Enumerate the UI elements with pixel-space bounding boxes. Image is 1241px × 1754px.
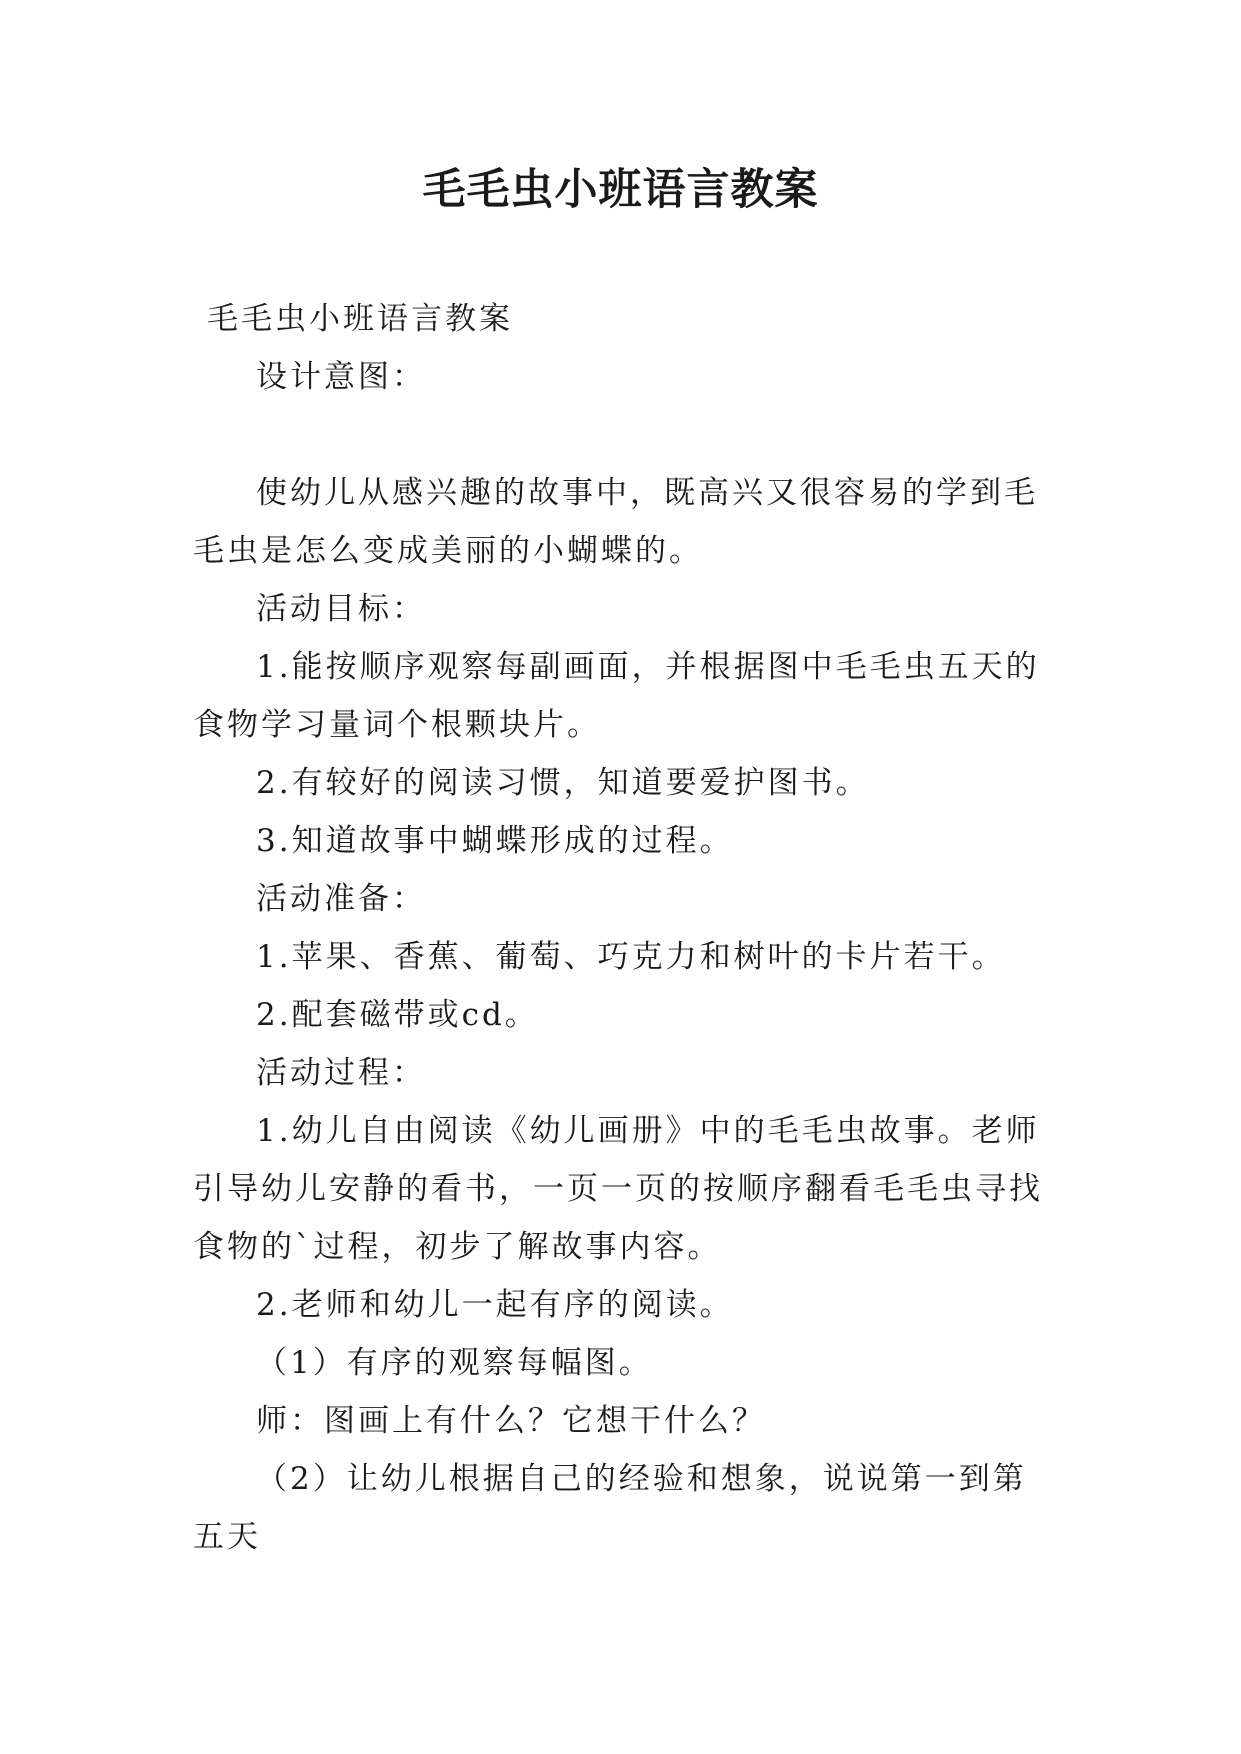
paragraph: 2.老师和幼儿一起有序的阅读。	[256, 1287, 734, 1323]
section-heading-preparation: 活动准备：	[256, 881, 426, 917]
section-heading-goals: 活动目标：	[256, 591, 426, 627]
paragraph: 2.配套磁带或cd。	[256, 997, 539, 1033]
document-title: 毛毛虫小班语言教案	[422, 165, 819, 215]
paragraph: 2.有较好的阅读习惯，知道要爱护图书。	[256, 765, 870, 801]
paragraph: 1.苹果、香蕉、葡萄、巧克力和树叶的卡片若干。	[256, 939, 1006, 975]
paragraph: 1.能按顺序观察每副画面，并根据图中毛毛虫五天的食物学习量词个根颗块片。	[193, 649, 1040, 743]
paragraph: 3.知道故事中蝴蝶形成的过程。	[256, 823, 734, 859]
paragraph: 师：图画上有什么？它想干什么？	[256, 1403, 766, 1439]
paragraph: （1）有序的观察每幅图。	[256, 1345, 653, 1381]
paragraph: 使幼儿从感兴趣的故事中，既高兴又很容易的学到毛毛虫是怎么变成美丽的小蝴蝶的。	[193, 475, 1038, 569]
subtitle-line: 毛毛虫小班语言教案	[207, 301, 513, 337]
section-heading-design: 设计意图：	[256, 359, 426, 395]
document-body	[193, 290, 1053, 1566]
paragraph: 1.幼儿自由阅读《幼儿画册》中的毛毛虫故事。老师引导幼儿安静的看书，一页一页的按顺序翻看毛毛虫寻找食物的`过程，初步了解故事内容。	[193, 1113, 1043, 1265]
section-heading-process: 活动过程：	[256, 1055, 426, 1091]
blank-line	[193, 406, 1053, 464]
paragraph: （2）让幼儿根据自己的经验和想象，说说第一到第五天	[193, 1461, 1027, 1555]
